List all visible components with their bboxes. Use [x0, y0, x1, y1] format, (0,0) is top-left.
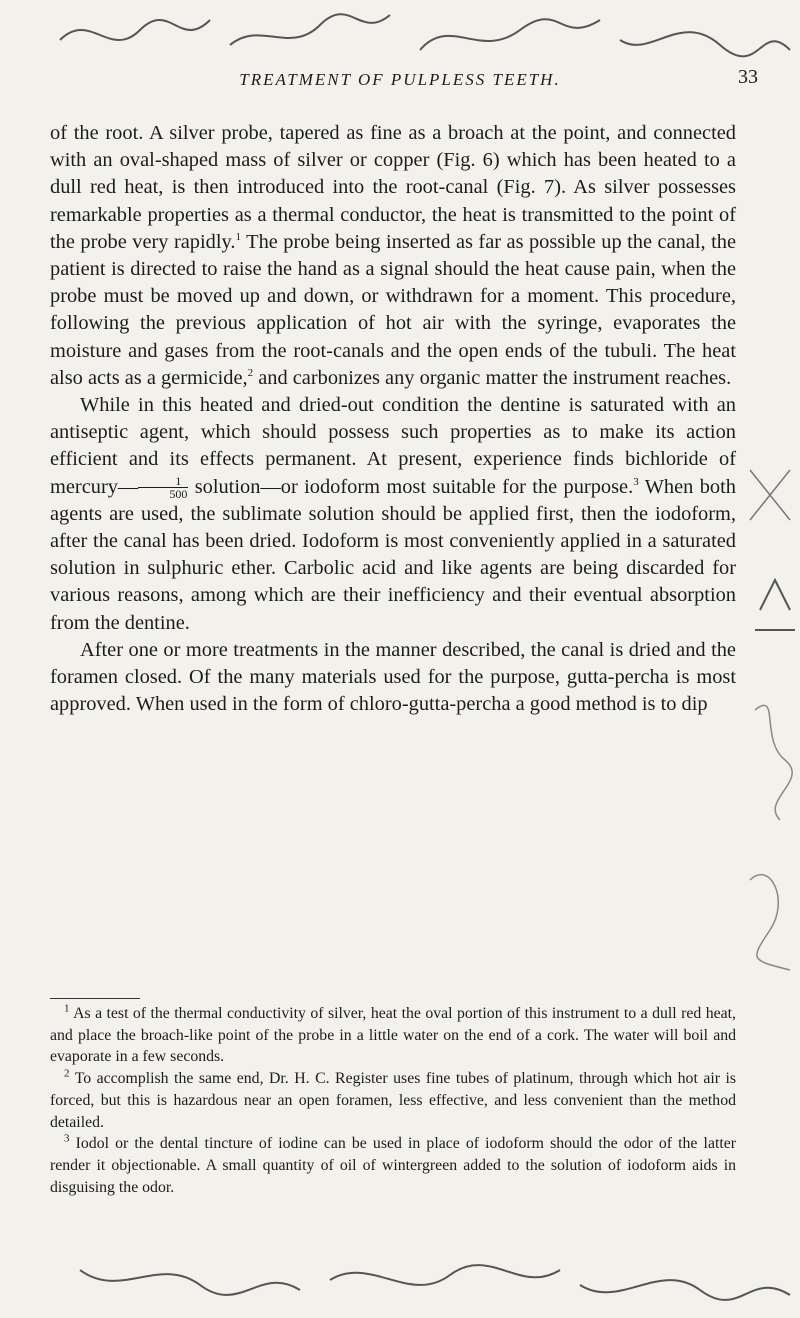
- paragraph-1: of the root. A silver probe, tapered as fine as a broach at the point, and connected with an oval-shaped mass of silver or copper (Fig. 6) which has been heated to a dull red heat, is then introduced into the root-canal (Fig. 7). As silver possesses remarkable properties as a thermal conductor, the heat is transmitted to the point of the probe very rapidly.$^1$ The probe being inserted as far as possible up the canal, the patient is directed to raise the hand as a signal should the heat cause pain, when the probe must be moved up and down, or withdrawn for a moment. This procedure, following the previous application of hot air with the syringe, evaporates the moisture and gases from the root-canals and the open ends of the tubuli. The heat also acts as a germicide,$^2$ and carbonizes any organic matter the instrument reaches.: [50, 122, 737, 389]
- paragraph-2: While in this heated and dried-out condition the dentine is saturated with an antiseptic agent, which should possess such properties as to make its action efficient and its effects permanent. At present, experience finds bichloride of mercury— $\frac{1}{500}$ solution—or iodoform most suitable for the purpose.$^3$ When both agents are used, the sublimate solution should be applied first, then the iodoform, after the canal has been dried. Iodoform is most conveniently applied in a saturated solution in sulphuric ether. Carbolic acid and like agents are being discarded for various reasons, among which are their inefficiency and their eventual absorption from the dentine.: [50, 394, 736, 634]
- page-number: 33: [738, 66, 758, 88]
- footnotes: [50, 1003, 736, 1198]
- page-header: [0, 66, 800, 96]
- footnote-ref-2: 2: [247, 367, 254, 380]
- running-title: TREATMENT OF PULPLESS TEETH.: [239, 70, 561, 89]
- footnote-ref-1: 1: [235, 231, 242, 244]
- pencil-scribble-bottom: [0, 1250, 800, 1318]
- footnote-ref-3: 3: [633, 475, 639, 488]
- footnote-2: $^2$ To accomplish the same end, Dr. H. C. Register uses fine tubes of platinum, through which hot air is forced, but this is hazardous near an open foramen, less effective, and less convenient than the method detailed.: [50, 1067, 736, 1131]
- footnote-3: $^3$ Iodol or the dental tincture of iodine can be used in place of iodoform should the odor of the latter render it objectionable. A small quantity of oil of wintergreen added to the solution of iodoform aids in disguising the odor.: [50, 1132, 737, 1196]
- paragraph-3: After one or more treatments in the manner described, the canal is dried and the foramen closed. Of the many materials used for the purpose, gutta-percha is most approved. When used in the form of chloro-gutta-percha a good method is to dip: [50, 638, 736, 716]
- fraction: $\frac{1}{500}$: [138, 475, 188, 500]
- pencil-scribble-top: [0, 0, 800, 70]
- footnote-1: $^1$ As a test of the thermal conductivity of silver, heat the oval portion of this instrument to a dull red heat, and place the broach-like point of the probe in a little water on the end of a cork. The water will boil and evaporate in a few seconds.: [50, 1002, 736, 1066]
- body-text: [50, 120, 736, 718]
- footnote-divider: [50, 998, 140, 999]
- pencil-scribble-margin: [740, 460, 800, 980]
